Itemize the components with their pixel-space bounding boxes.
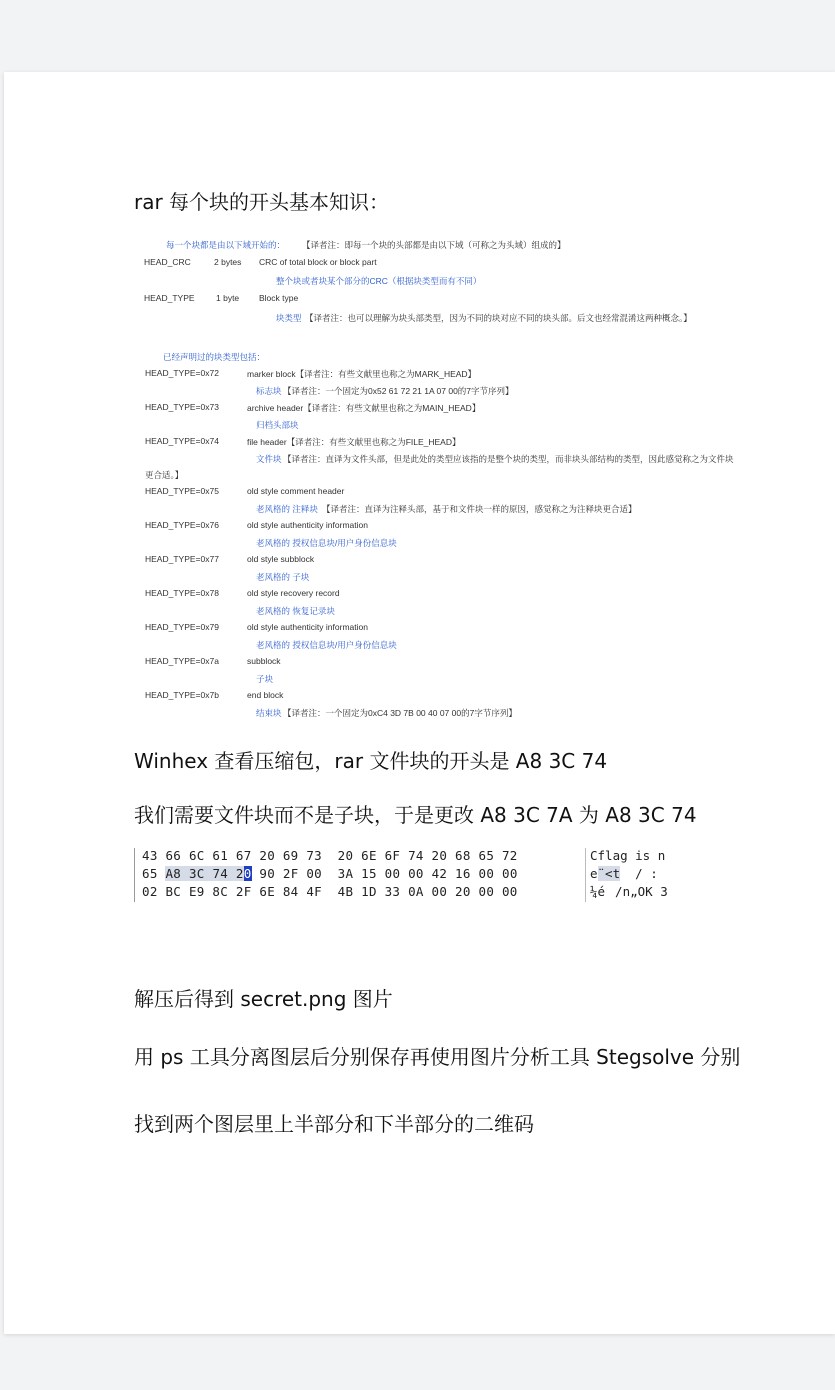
type-zh: 老风格的 授权信息块/用户身份信息块 <box>256 640 397 650</box>
ascii-row <box>590 866 658 881</box>
hex-left-border <box>134 848 135 902</box>
ascii-text: e <box>590 866 598 881</box>
type-code: HEAD_TYPE=0x7a <box>145 656 219 666</box>
hex-row: 02 BC E9 8C 2F 6E 84 4F 4B 1D 33 0A 00 20 00 00 <box>142 884 518 899</box>
hex-bytes: 65 <box>142 866 166 881</box>
paragraph-ps: 用 ps 工具分离图层后分别保存再使用图片分析工具 Stegsolve 分别 <box>134 1045 741 1069</box>
field-zh-label: 块类型 <box>276 313 302 323</box>
field-size: 1 byte <box>216 293 240 303</box>
type-zh-note: 【译者注：直译为注释头部，基于和文件块一样的原因，感觉称之为注释块更合适】 <box>322 504 637 514</box>
type-zh: 老风格的 子块 <box>256 572 310 582</box>
type-code: HEAD_TYPE=0x75 <box>145 486 219 496</box>
paragraph-unzip: 解压后得到 secret.png 图片 <box>134 987 393 1011</box>
type-code: HEAD_TYPE=0x74 <box>145 436 219 446</box>
type-zh-note: 【译者注：一个固定为0xC4 3D 7B 00 40 07 00的7字节序列】 <box>283 708 517 718</box>
hex-bytes: 90 2F 00 3A 15 00 00 42 16 00 00 <box>251 866 518 881</box>
type-en: subblock <box>247 656 281 666</box>
type-en: old style recovery record <box>247 588 340 598</box>
field-zh-note: 【译者注：也可以理解为块头部类型，因为不同的块对应不同的块头部。后文也经常混淆这两种概念。】 <box>305 313 692 323</box>
type-zh: 归档头部块 <box>256 420 299 430</box>
type-code: HEAD_TYPE=0x78 <box>145 588 219 598</box>
type-en: file header【译者注：有些文献里也称之为FILE_HEAD】 <box>247 437 461 447</box>
type-en: marker block【译者注：有些文献里也称之为MARK_HEAD】 <box>247 369 477 379</box>
type-code: HEAD_TYPE=0x72 <box>145 368 219 378</box>
type-code: HEAD_TYPE=0x73 <box>145 402 219 412</box>
hex-selection: A8 3C 74 2 <box>165 866 244 881</box>
type-zh: 结束块 <box>256 708 282 718</box>
field-name: HEAD_CRC <box>144 257 191 267</box>
type-zh: 标志块 <box>256 386 282 396</box>
type-code: HEAD_TYPE=0x77 <box>145 554 219 564</box>
declared-title: 已经声明过的块类型包括： <box>163 352 266 362</box>
ascii-text: / : <box>620 866 658 881</box>
type-en: old style subblock <box>247 554 315 564</box>
wrap-tail: 更合适。】 <box>145 470 184 480</box>
hex-row: 43 66 6C 61 67 20 69 73 20 6E 6F 74 20 68 65 72 <box>142 848 518 863</box>
paragraph-qr: 找到两个图层里上半部分和下半部分的二维码 <box>134 1112 534 1136</box>
type-code: HEAD_TYPE=0x7b <box>145 690 219 700</box>
hex-editor-view <box>134 846 694 904</box>
field-size: 2 bytes <box>214 257 242 267</box>
intro-note: 【译者注：即每一个块的头部都是由以下域（可称之为头域）组成的】 <box>302 240 566 250</box>
type-zh: 文件块 <box>256 454 282 464</box>
hex-ascii-separator <box>585 848 586 902</box>
paragraph-change: 我们需要文件块而不是子块，于是更改 A8 3C 7A 为 A8 3C 74 <box>134 803 697 827</box>
intro-text: 每一个块都是由以下域开始的： <box>166 240 286 250</box>
type-en: archive header【译者注：有些文献里也称之为MAIN_HEAD】 <box>247 403 481 413</box>
document-page <box>4 72 835 1334</box>
ascii-row: ¼é/n„OK 3 <box>590 884 668 899</box>
type-zh-note: 【译者注：直译为文件头部，但是此处的类型应该指的是整个块的类型，而非块头部结构的类型，因此感觉称之为文件块 <box>283 454 734 464</box>
type-en: old style authenticity information <box>247 622 368 632</box>
paragraph-winhex: Winhex 查看压缩包，rar 文件块的开头是 A8 3C 74 <box>134 749 608 773</box>
ascii-row: Cflag is n <box>590 848 666 863</box>
type-code: HEAD_TYPE=0x76 <box>145 520 219 530</box>
ascii-selection: ¨<t <box>597 866 621 881</box>
hex-cursor: 0 <box>243 866 252 881</box>
type-zh: 老风格的 恢复记录块 <box>256 606 335 616</box>
hex-row <box>142 866 518 881</box>
type-zh: 老风格的 注释块 <box>256 504 318 514</box>
type-code: HEAD_TYPE=0x79 <box>145 622 219 632</box>
type-zh-note: 【译者注：一个固定为0x52 61 72 21 1A 07 00的7字节序列】 <box>283 386 514 396</box>
field-desc: Block type <box>259 293 299 303</box>
field-zh: 整个块或者块某个部分的CRC（根据块类型而有不同） <box>276 276 482 286</box>
type-en: end block <box>247 690 284 700</box>
heading-rar-basics: rar 每个块的开头基本知识： <box>134 190 390 214</box>
type-zh: 子块 <box>256 674 274 684</box>
type-en: old style authenticity information <box>247 520 368 530</box>
field-desc: CRC of total block or block part <box>259 257 377 267</box>
type-zh: 老风格的 授权信息块/用户身份信息块 <box>256 538 397 548</box>
field-name: HEAD_TYPE <box>144 293 195 303</box>
type-en: old style comment header <box>247 486 345 496</box>
